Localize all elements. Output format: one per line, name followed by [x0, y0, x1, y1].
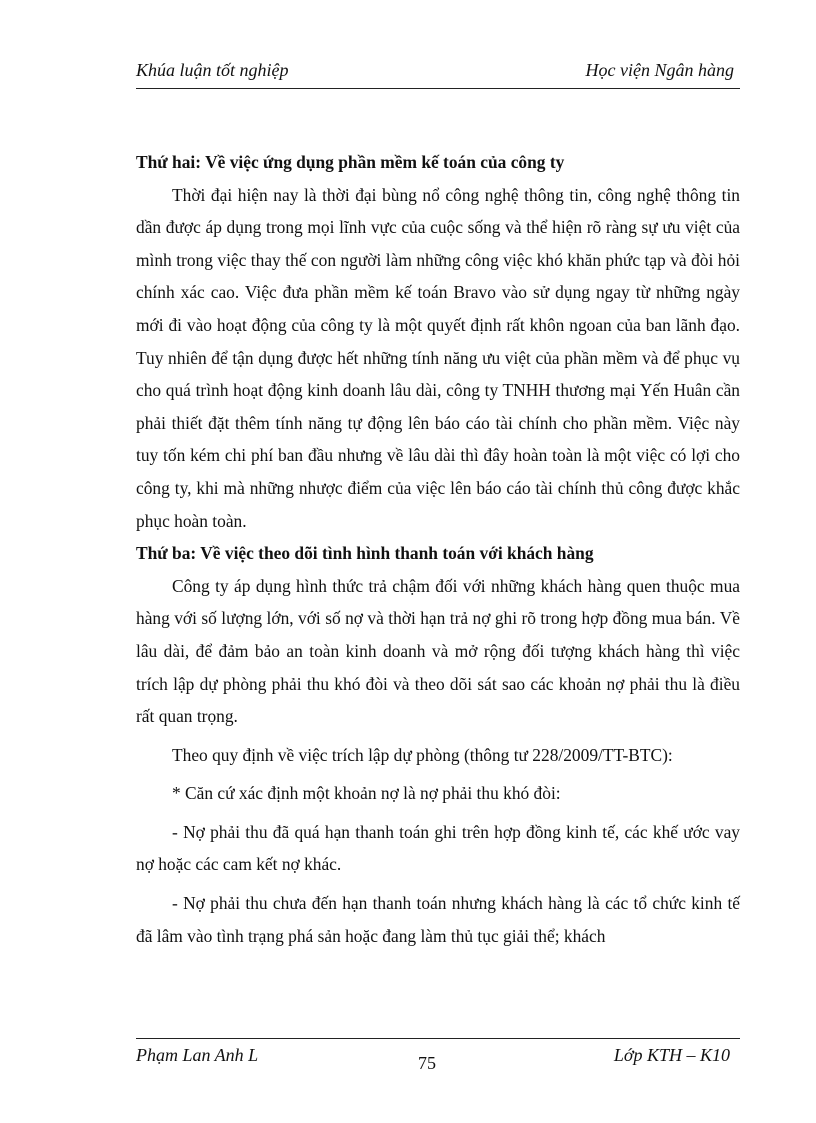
section-heading-second: Thứ hai: Về việc ứng dụng phần mềm kế toán của công ty: [136, 152, 565, 172]
header-institution: Học viện Ngân hàng: [585, 60, 734, 80]
section-heading-third: Thứ ba: Về việc theo dõi tình hình thanh toán với khách hàng: [136, 543, 594, 564]
paragraph-software: Thời đại hiện nay là thời đại bùng nổ công nghệ thông tin, công nghệ thông tin dần được áp dụng trong mọi lĩnh vực của cuộc sống và thể hiện rõ ràng sự ưu việt của mình trong việc thay thế con người làm những công việc khó khăn phức tạp và đòi hỏi chính xác cao. Việc đưa phần mềm kế toán Bravo vào sử dụng ngay từ những ngày mới đi vào hoạt động của công ty là một quyết định rất khôn ngoan của ban lãnh đạo. Tuy nhiên để tận dụng được hết những tính năng ưu việt của phần mềm và để phục vụ cho quá trình hoạt động kinh doanh lâu dài, công ty TNHH thương mại Yến Huân cần phải thiết đặt thêm tính năng tự động lên báo cáo tài chính cho phần mềm. Việc này tuy tốn kém chi phí ban đầu nhưng về lâu dài thì đây hoàn toàn là một việc có lợi cho công ty, khi mà những nhược điểm của việc lên báo cáo tài chính thủ công được khắc phục hoàn toàn.: [136, 184, 740, 531]
header-thesis-title: Khúa luận tốt nghiệp: [136, 60, 289, 80]
paragraph-overdue: - Nợ phải thu đã quá hạn thanh toán ghi trên hợp đồng kinh tế, các khế ước vay nợ hoặc các cam kết nợ khác.: [136, 821, 740, 875]
footer-class: Lớp KTH – K10: [613, 1045, 730, 1065]
paragraph-regulation: Theo quy định về việc trích lập dự phòng (thông tư 228/2009/TT-BTC):: [172, 744, 673, 765]
page-number: 75: [418, 1053, 436, 1073]
page-body: [136, 146, 740, 952]
paragraph-credit-policy: Công ty áp dụng hình thức trả chậm đối với những khách hàng quen thuộc mua hàng với số lượng lớn, với số nợ và thời hạn trả nợ ghi rõ trong hợp đồng mua bán. Về lâu dài, để đảm bảo an toàn kinh doanh và mở rộng đối tượng khách hàng thì việc trích lập dự phòng phải thu khó đòi và theo dõi sát sao các khoản nợ phải thu là điều rất quan trọng.: [136, 575, 740, 727]
paragraph-criteria: * Căn cứ xác định một khoản nợ là nợ phải thu khó đòi:: [172, 783, 561, 804]
paragraph-not-due: - Nợ phải thu chưa đến hạn thanh toán nhưng khách hàng là các tổ chức kinh tế đã lâm vào tình trạng phá sản hoặc đang làm thủ tục giải thể; khách: [136, 893, 740, 946]
page-header: [136, 54, 740, 89]
page-footer: [136, 1038, 740, 1079]
footer-author: Phạm Lan Anh L: [136, 1045, 259, 1065]
